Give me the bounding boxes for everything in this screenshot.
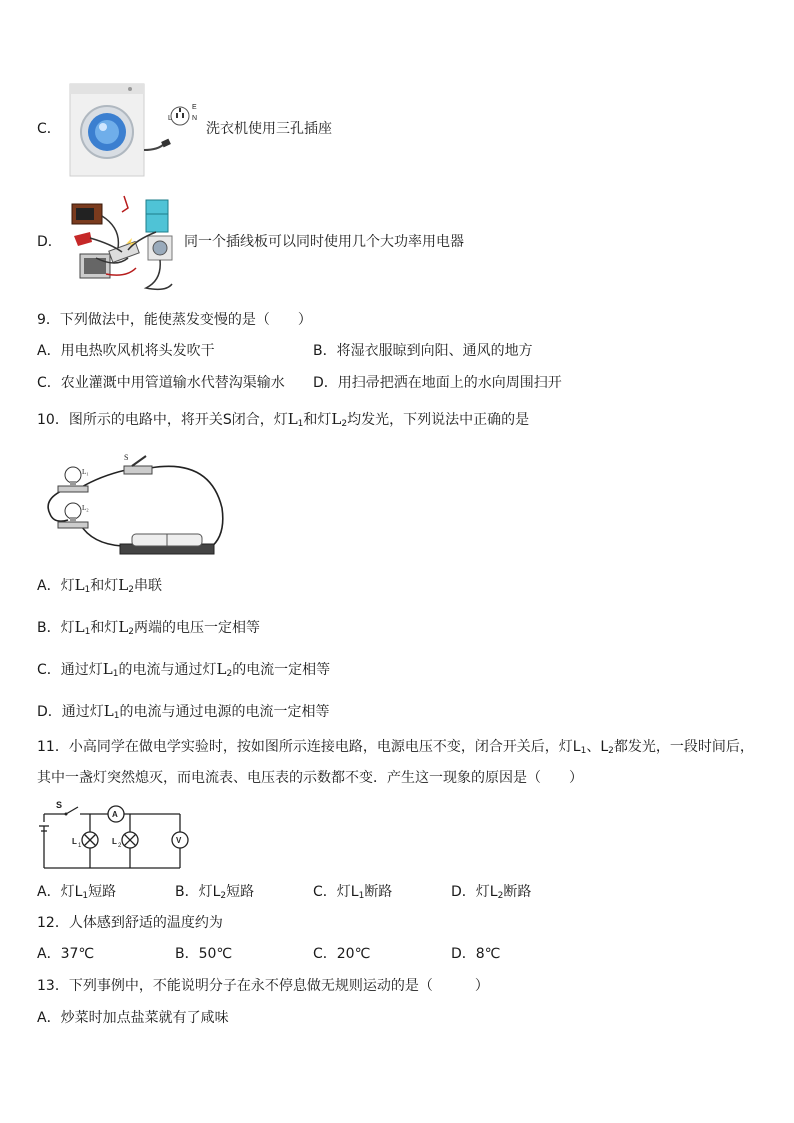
- socket-e-letter: E: [192, 104, 197, 111]
- q12-stem: 12．人体感到舒适的温度约为: [37, 915, 223, 931]
- q10-option-a: A．灯$L_1$和灯$L_2$串联: [37, 576, 162, 595]
- overloaded-power-strip-image: [66, 188, 182, 296]
- q10-fig-l1-label: L₁: [82, 468, 89, 476]
- q11-fig-l2-subscript: 2: [118, 843, 122, 849]
- washing-machine-image: [68, 80, 206, 178]
- q11-option-b: B．灯$L_2$短路: [175, 884, 255, 901]
- q11-circuit-figure: [38, 798, 190, 872]
- q10-option-c: C．通过灯$L_1$的电流与通过灯$L_2$的电流一定相等: [37, 660, 331, 679]
- option-d-text: 同一个插线板可以同时使用几个大功率用电器: [184, 234, 464, 250]
- q11-option-d: D．灯$L_2$断路: [451, 884, 532, 901]
- q12-option-c: C．20℃: [313, 946, 371, 962]
- q12-option-a: A．37℃: [37, 946, 95, 962]
- q11-fig-ammeter-label: A: [112, 810, 118, 819]
- q13-stem: 13．下列事例中，不能说明分子在永不停息做无规则运动的是（ ）: [37, 978, 489, 994]
- q11-fig-switch-label: S: [56, 800, 63, 810]
- q9-option-d: D．用扫帚把洒在地面上的水向周围扫开: [313, 375, 562, 391]
- q11-fig-l2-label: L: [112, 837, 117, 846]
- q12-option-b: B．50℃: [175, 946, 233, 962]
- q10-option-b: B．灯$L_1$和灯$L_2$两端的电压一定相等: [37, 618, 261, 637]
- q10-stem: 10．图所示的电路中，将开关S闭合，灯$L_1$和灯$L_2$均发光，下列说法中正确的是: [37, 410, 530, 429]
- q10-option-d: D．通过灯$L_1$的电流与通过电源的电流一定相等: [37, 702, 330, 721]
- q9-option-b: B．将湿衣服晾到向阳、通风的地方: [313, 343, 533, 359]
- q9-option-c: C．农业灌溉中用管道输水代替沟渠输水: [37, 375, 285, 391]
- q11-stem-line1: 11．小高同学在做电学实验时，按如图所示连接电路，电源电压不变，闭合开关后，灯$L_1$、$L_2$都发光，一段时间后，: [37, 739, 754, 756]
- q10-fig-switch-label: S: [124, 453, 129, 462]
- q9-stem: 9．下列做法中，能使蒸发变慢的是（ ）: [37, 312, 312, 328]
- q13-option-a: A．炒菜时加点盐菜就有了咸味: [37, 1010, 229, 1026]
- socket-l-letter: L: [168, 115, 172, 122]
- option-d-label: D．: [37, 234, 62, 250]
- q11-option-a: A．灯$L_1$短路: [37, 884, 117, 901]
- q10-fig-l2-label: L₂: [82, 504, 89, 512]
- option-c-label: C．: [37, 121, 61, 137]
- q11-fig-l1-subscript: 1: [78, 843, 82, 849]
- q10-circuit-figure: [40, 448, 225, 558]
- q12-option-d: D．8℃: [451, 946, 501, 962]
- socket-n-letter: N: [192, 115, 198, 122]
- q9-option-a: A．用电热吹风机将头发吹干: [37, 343, 215, 359]
- q11-option-c: C．灯$L_1$断路: [313, 884, 393, 901]
- q11-stem-line2: 其中一盏灯突然熄灭，而电流表、电压表的示数都不变．产生这一现象的原因是（ ）: [37, 770, 583, 786]
- q11-fig-voltmeter-label: V: [176, 836, 182, 845]
- option-c-text: 洗衣机使用三孔插座: [206, 121, 332, 137]
- q11-fig-l1-label: L: [72, 837, 77, 846]
